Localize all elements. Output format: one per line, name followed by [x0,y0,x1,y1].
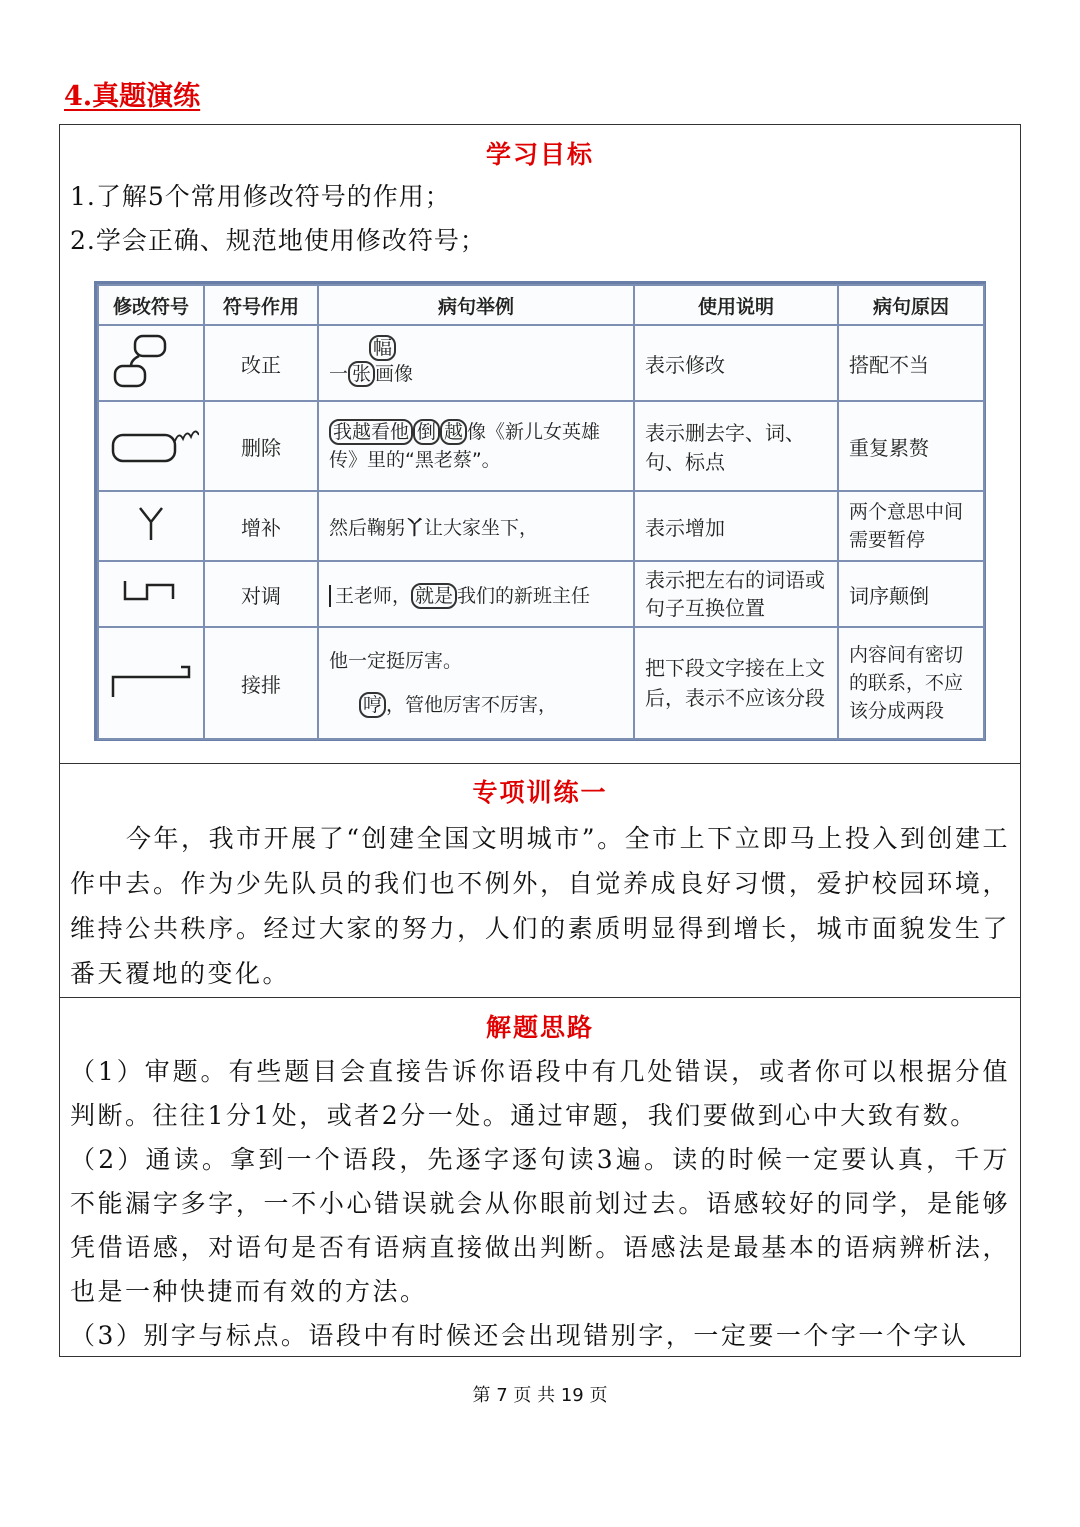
header-example: 病句举例 [318,285,634,325]
example-insert: 然后鞠躬丫让大家坐下， [318,491,634,561]
revision-symbols-table [97,284,985,740]
function-delete: 删除 [204,401,318,491]
example-change [318,325,634,401]
usage-swap: 表示把左右的词语或句子互换位置 [634,561,838,627]
change-symbol-icon [98,325,204,401]
exercise-paragraph: 今年，我市开展了“创建全国文明城市”。全市上下立即马上投入到创建工作中去。作为少先队员的我们也不例外，自觉养成良好习惯，爱护校园环境，维持公共秩序。经过大家的努力，人们的素质明显得到增长，城市面貌发生了番天覆地的变化。 [70,824,1010,988]
table-header-row [98,285,984,325]
table-row [98,561,984,627]
reason-join: 内容间有密切的联系，不应该分成两段 [838,627,984,739]
example-rest: 像《新儿女英雄传》里的“黑老蔡”。 [329,421,601,471]
example-added: 让大家坐下， [424,516,539,539]
page-footer: 第 7 页 共 19 页 [472,1385,608,1406]
table-row [98,627,984,739]
reason-insert: 两个意思中间需要暂停 [838,491,984,561]
learning-goals-title: 学习目标 [485,140,594,169]
example-join: 他一定挺厉害。 哼 ，管他厉害不厉害， [318,627,634,739]
example-swap: 王老师， 就是 我们的新班主任 [318,561,634,627]
delete-symbol-icon [98,401,204,491]
join-symbol-icon [98,627,204,739]
swap-symbol-icon [98,561,204,627]
content-table [59,124,1021,1357]
boxed-word: 张 [348,361,375,387]
learning-goals-section [60,125,1020,764]
solution-paragraph-list [60,1050,1020,1358]
swap-phrase-c: 我们的新班主任 [457,584,591,607]
boxed-char-c: 越 [440,419,467,445]
usage-change: 表示修改 [634,325,838,401]
header-usage: 使用说明 [634,285,838,325]
reason-delete: 重复累赘 [838,401,984,491]
reason-swap: 词序颠倒 [838,561,984,627]
usage-join: 把下段文字接在上文后，表示不应该分段 [634,627,838,739]
join-boxed-word: 哼 [359,692,386,718]
reason-change: 搭配不当 [838,325,984,401]
function-swap: 对调 [204,561,318,627]
function-change: 改正 [204,325,318,401]
header-function: 符号作用 [204,285,318,325]
goal-line-1: 1.了解5个常用修改符号的作用； [70,182,451,211]
solution-paragraph-3: （3）别字与标点。语段中有时候还会出现错别字，一定要一个字一个字认 [70,1321,969,1350]
solution-paragraph-2: （2）通读。拿到一个语段，先逐字逐句读3遍。读的时候一定要认真，千万不能漏字多字，一不小心错误就会从你眼前划过去。语感较好的同学，是能够凭借语感，对语句是否有语病直接做出判断。语感法是最基本的语病辨析法，也是一种快捷而有效的方法。 [70,1145,1010,1306]
solution-approach-title: 解题思路 [485,1013,594,1042]
header-symbol: 修改符号 [98,285,204,325]
exercise-section [60,764,1020,998]
header-reason: 病句原因 [838,285,984,325]
example-pre: 一 [329,363,349,385]
boxed-char-b: 倒 [413,419,440,445]
exercise-title: 专项训练一 [472,778,608,807]
usage-insert: 表示增加 [634,491,838,561]
table-row [98,401,984,491]
example-text: 然后鞠躬 [329,516,406,539]
swap-phrase-a: 王老师 [329,585,392,607]
example-post: 画像 [375,363,414,385]
boxed-phrase-a: 我越看他 [329,419,413,445]
table-row [98,491,984,561]
section-heading: 4.真题演练 [64,81,201,112]
insert-symbol-icon [98,491,204,561]
swap-phrase-b: 就是 [411,583,457,609]
goal-line-2: 2.学会正确、规范地使用修改符号； [70,226,486,255]
usage-delete: 表示删去字、词、句、标点 [634,401,838,491]
table-row [98,325,984,401]
solution-paragraph-1: （1）审题。有些题目会直接告诉你语段中有几处错误，或者你可以根据分值判断。往往1分1处，或者2分一处。通过审题，我们要做到心中大致有数。 [70,1057,1010,1130]
revision-symbols-figure [94,281,986,741]
function-insert: 增补 [204,491,318,561]
insert-word: 幅 [369,335,396,361]
join-line-2: 管他厉害不厉害， [405,694,558,716]
solution-paragraphs-clip [60,1046,1020,1068]
function-join: 接排 [204,627,318,739]
join-line-1: 他一定挺厉害。 [329,650,463,672]
example-delete [318,401,634,491]
